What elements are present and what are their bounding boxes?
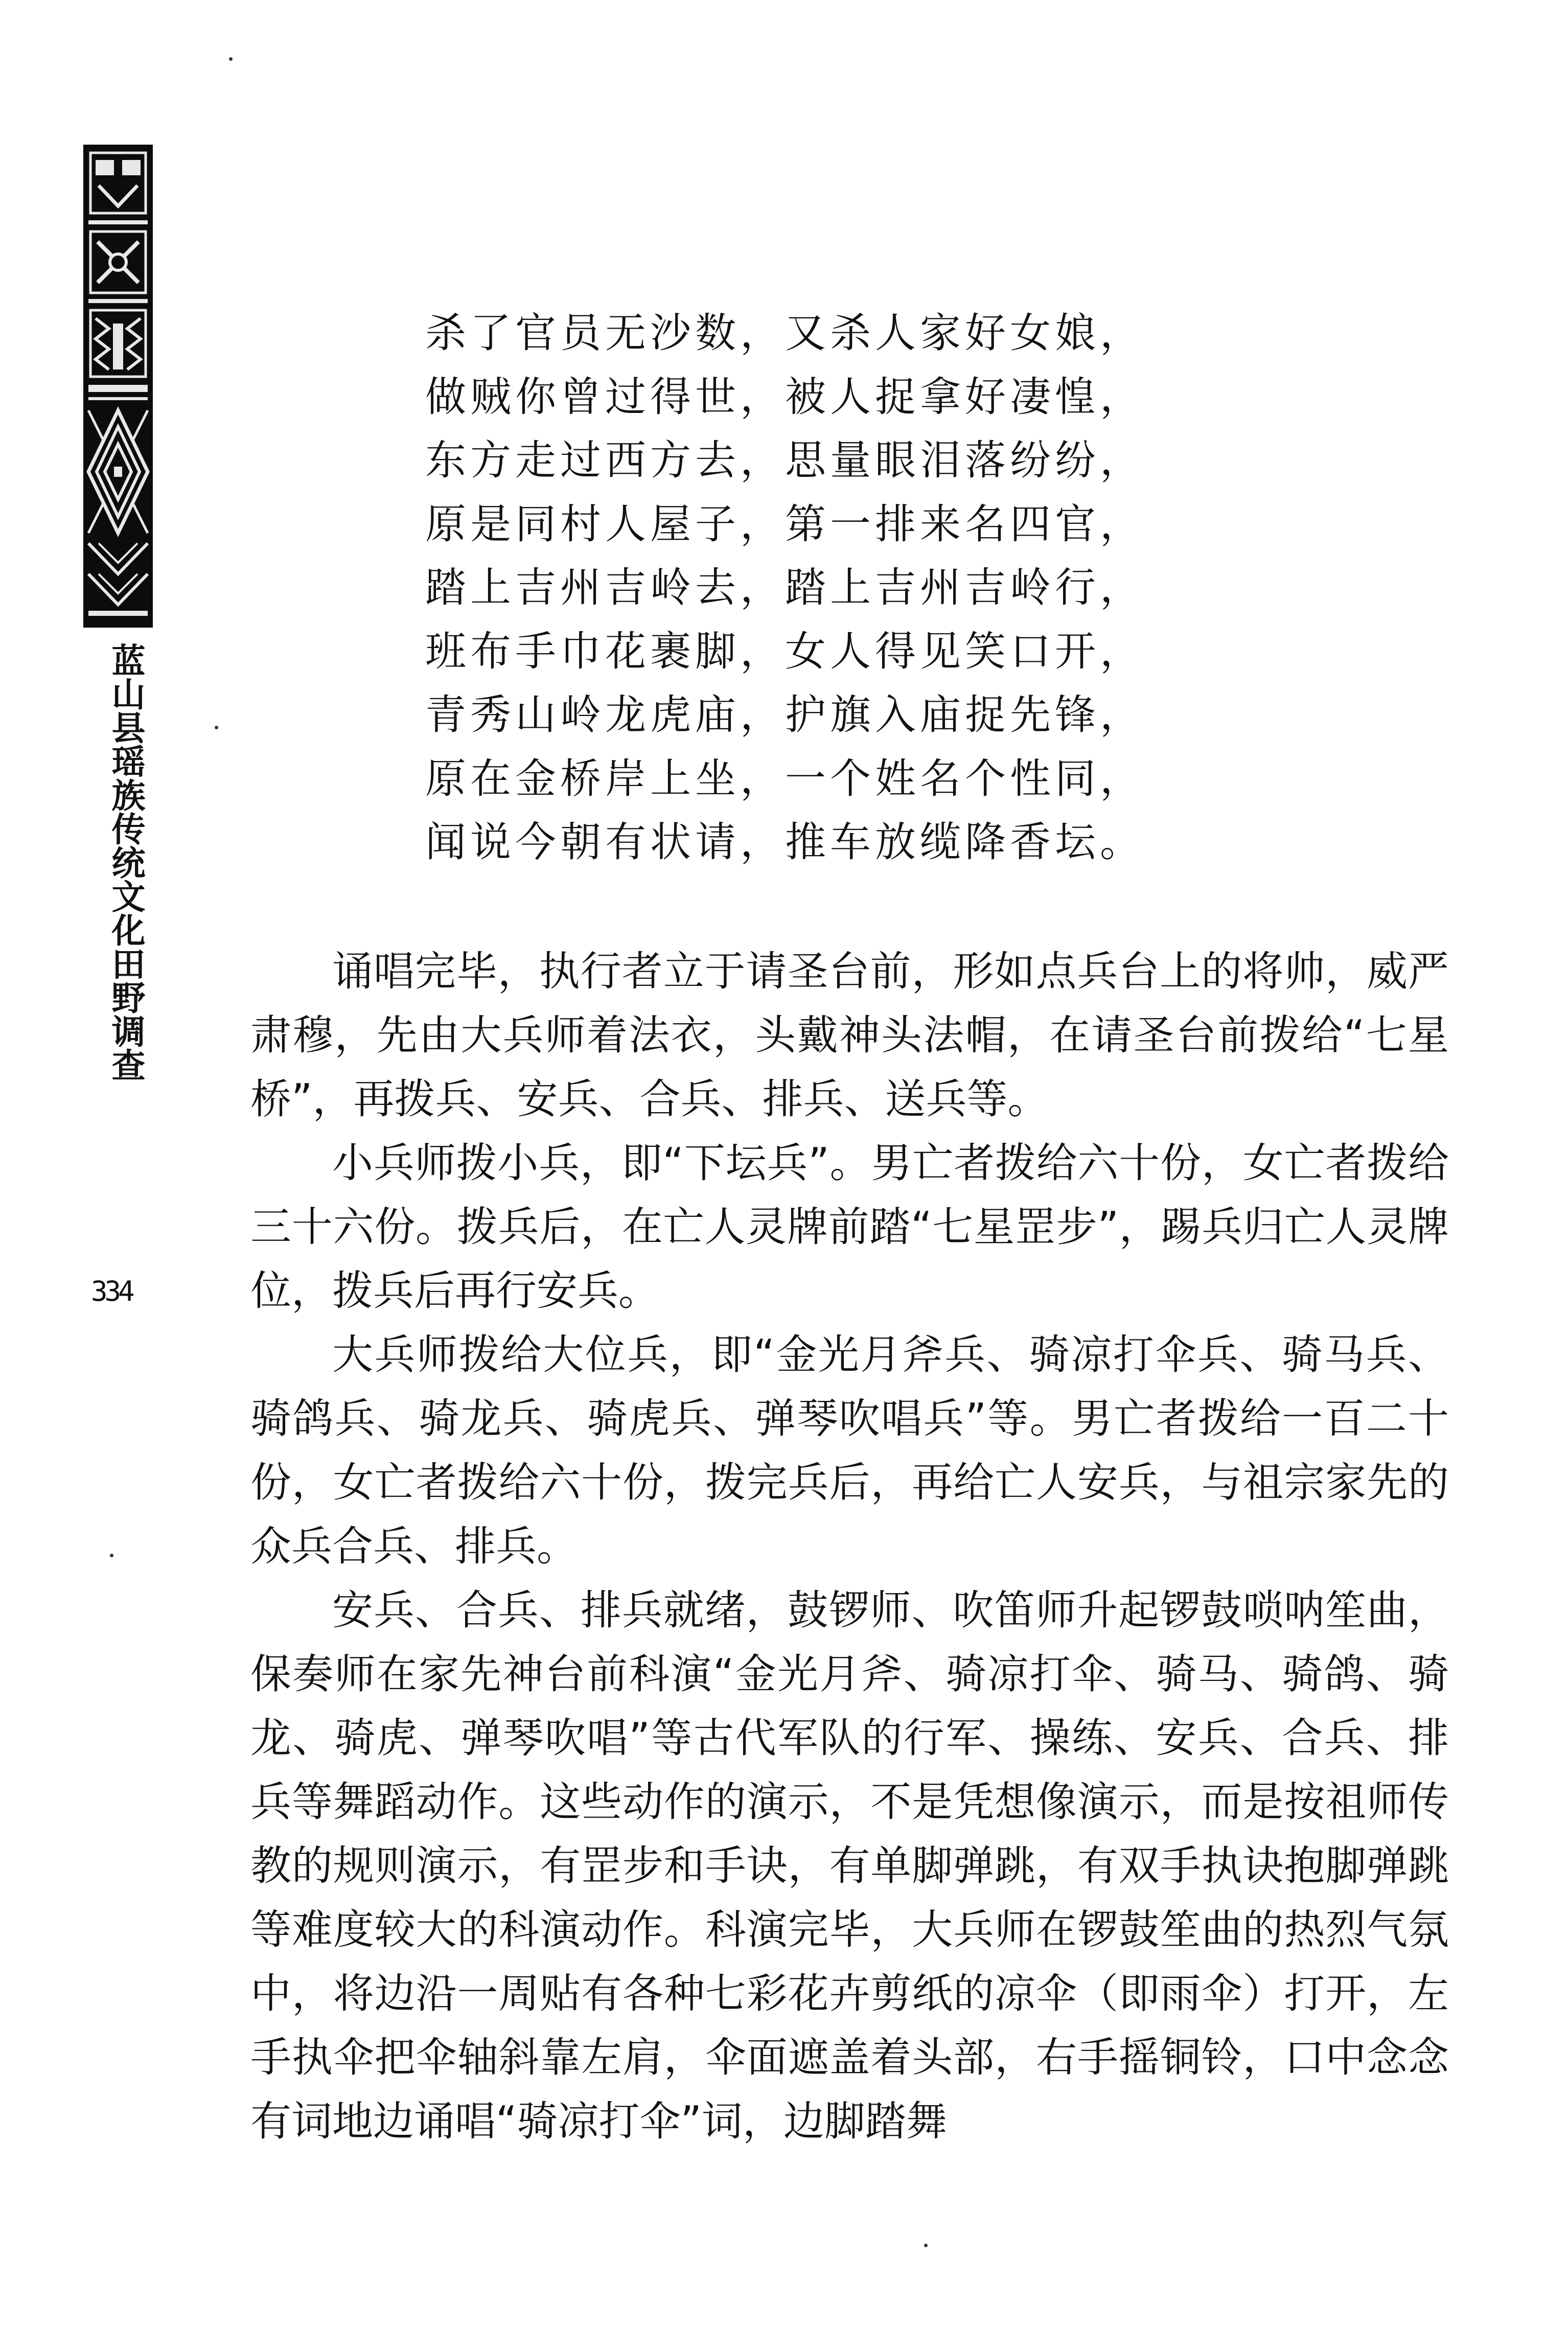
body-text [250, 939, 1449, 2153]
woven-pattern-graphic [83, 145, 153, 628]
poem-line: 做贼你曾过得世，被人捉拿好凄惶， [425, 373, 1145, 421]
poem-line: 踏上吉州吉岭去，踏上吉州吉岭行， [425, 564, 1145, 611]
poem-line: 东方走过西方去，思量眼泪落纷纷， [425, 436, 1145, 484]
running-title: 蓝山县瑶族传统文化田野调查 [106, 643, 145, 1081]
poem-line: 青秀山岭龙虎庙，护旗入庙捉先锋， [425, 691, 1145, 739]
poem-line: 原是同村人屋子，第一排来名四官， [425, 500, 1145, 548]
body-paragraph: 诵唱完毕，执行者立于请圣台前，形如点兵台上的将帅，威严肃穆，先由大兵师着法衣，头戴神头法帽，在请圣台前拨给“七星桥”，再拨兵、安兵、合兵、排兵、送兵等。 [250, 948, 1449, 1123]
page-number: 334 [91, 1275, 132, 1307]
scan-speck [229, 57, 233, 61]
scan-speck [924, 2244, 928, 2247]
decorative-pattern-band [83, 145, 153, 628]
poem-line: 杀了官员无沙数，又杀人家好女娘， [425, 309, 1145, 357]
body-paragraph: 大兵师拨给大位兵，即“金光月斧兵、骑凉打伞兵、骑马兵、骑鸽兵、骑龙兵、骑虎兵、弹琴吹唱兵”等。男亡者拨给一百二十份，女亡者拨给六十份，拨完兵后，再给亡人安兵，与祖宗家先的众兵合兵、排兵。 [250, 1331, 1449, 1570]
poem-line: 闻说今朝有状请，推车放缆降香坛。 [425, 818, 1145, 866]
body-paragraph: 小兵师拨小兵，即“下坛兵”。男亡者拨给六十份，女亡者拨给三十六份。拨兵后，在亡人灵牌前踏“七星罡步”，踢兵归亡人灵牌位，拨兵后再行安兵。 [250, 1139, 1449, 1315]
poem-line: 班布手巾花裹脚，女人得见笑口开， [425, 627, 1145, 675]
poem-line: 原在金桥岸上坐，一个姓名个性同， [425, 754, 1145, 802]
body-paragraph: 安兵、合兵、排兵就绪，鼓锣师、吹笛师升起锣鼓唢呐笙曲，保奏师在家先神台前科演“金光月斧、骑凉打伞、骑马、骑鸽、骑龙、骑虎、弹琴吹唱”等古代军队的行军、操练、安兵、合兵、排兵等舞蹈动作。这些动作的演示，不是凭想像演示，而是按祖师传教的规则演示，有罡步和手诀，有单脚弹跳，有双手执诀抱脚弹跳等难度较大的科演动作。科演完毕，大兵师在锣鼓笙曲的热烈气氛中，将边沿一周贴有各种七彩花卉剪纸的凉伞（即雨伞）打开，左手执伞把伞轴斜靠左肩，伞面遮盖着头部，右手摇铜铃，口中念念有词地边诵唱“骑凉打伞”词，边脚踏舞 [250, 1586, 1449, 2145]
scan-speck [110, 1554, 113, 1557]
poem-verse [425, 302, 1145, 874]
scan-speck [215, 726, 218, 729]
